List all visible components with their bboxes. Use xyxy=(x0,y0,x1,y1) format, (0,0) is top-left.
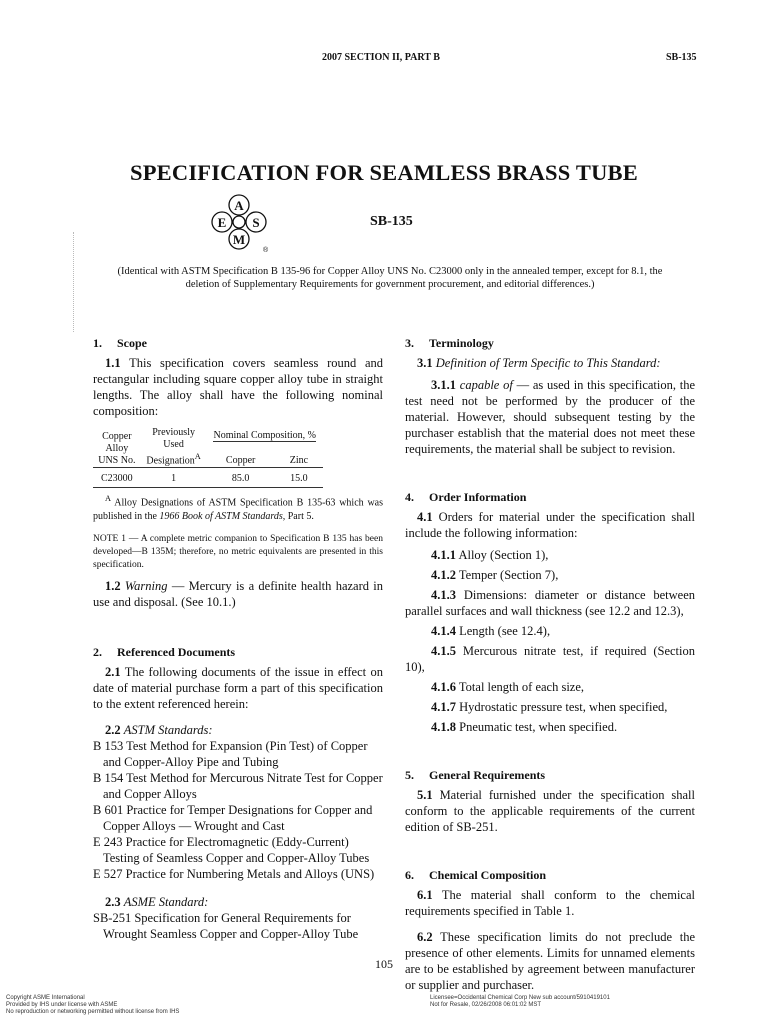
list-item: 4.1.2 Temper (Section 7), xyxy=(431,568,559,582)
document-designation: SB-135 xyxy=(370,214,413,229)
section-heading-terminology: 3. Terminology xyxy=(405,336,494,350)
section-heading-chemical: 6. Chemical Composition xyxy=(405,868,546,882)
paragraph-6-2: 6.2 These specification limits do not preclude the presence of other elements. Limits for unnamed elements are to be established by agreement between manufacturer or supplier and purchaser. xyxy=(405,930,695,992)
logo-letter-left: E xyxy=(217,215,227,230)
col-header-previous: Previously Used Designation$^A$ xyxy=(141,427,207,468)
footer-copyright: Copyright ASME International Provided by IHS under license with ASME No reproduction or networking permitted without license from IHS xyxy=(6,995,180,1015)
astm-ref-b154: B 154 Test Method for Mercurous Nitrate Test for Copper and Copper Alloys xyxy=(93,770,383,801)
col-header-zinc: Zinc xyxy=(275,442,323,468)
logo-letter-right: S xyxy=(252,215,260,230)
margin-dotted-line xyxy=(73,232,80,332)
astm-ref-e527: E 527 Practice for Numbering Metals and Alloys (UNS) xyxy=(93,866,375,881)
paragraph-2-1: 2.1 The following documents of the issue in effect on date of material purchase form a part of this specification to the extent referenced herein: xyxy=(93,664,383,711)
paragraph-1-1: 1.1 This specification covers seamless round and rectangular including square copper alloy tube in straight lengths. The alloy shall have the following nominal composition: xyxy=(93,356,383,418)
composition-table xyxy=(93,427,323,488)
list-item: 4.1.3 Dimensions: diameter or distance between parallel surfaces and wall thickness (see 12.2 and 12.3), xyxy=(405,588,695,618)
list-item: 4.1.1 Alloy (Section 1), xyxy=(431,548,549,562)
document-title: SPECIFICATION FOR SEAMLESS BRASS TUBE xyxy=(130,160,638,185)
table-footnote: $^A$ Alloy Designations of ASTM Specification B 135-63 which was published in the 1966 Book of ASTM Standards, Part 5. xyxy=(93,494,384,522)
paragraph-5-1: 5.1 Material furnished under the specification shall conform to the applicable requirements of the current edition of SB-251. xyxy=(405,788,695,834)
col-header-nominal: Nominal Composition, % xyxy=(213,430,316,442)
paragraph-2-3: 2.3 ASME Standard: xyxy=(105,894,209,909)
left-column xyxy=(93,335,383,942)
list-item: 4.1.7 Hydrostatic pressure test, when specified, xyxy=(431,700,668,714)
table-row: C23000 1 85.0 15.0 xyxy=(93,468,323,488)
col-header-uns: Copper Alloy UNS No. xyxy=(93,427,141,468)
section-heading-referenced: 2. Referenced Documents xyxy=(93,644,236,659)
paragraph-3-1-1: 3.1.1 capable of — as used in this specification, the test need not be performed by the producer of the material. However, should subsequent testing by the purchaser establish that the material does not meet these requirements, the material shall be subject to revision. xyxy=(405,378,696,456)
astm-ref-b153: B 153 Test Method for Expansion (Pin Test) of Copper and Copper-Alloy Pipe and Tubing xyxy=(93,738,368,769)
note-1: NOTE 1 — A complete metric companion to Specification B 135 has been developed—B 135M; therefore, no metric equivalents are presented in this specification. xyxy=(93,533,383,570)
list-item: 4.1.8 Pneumatic test, when specified. xyxy=(431,720,618,734)
asme-logo-icon xyxy=(209,192,269,254)
footer-licensee: Licensee=Occidental Chemical Corp New sub account/5910419101 Not for Resale, 02/26/2008 06:01:02 MST xyxy=(430,995,610,1008)
list-item: 4.1.4 Length (see 12.4), xyxy=(431,624,551,638)
logo-letter-bottom: M xyxy=(232,232,246,247)
asme-ref-sb251: SB-251 Specification for General Requirements for Wrought Seamless Copper and Copper-Alloy Tube xyxy=(93,910,359,941)
col-header-copper: Copper xyxy=(206,442,274,468)
list-item: 4.1.5 Mercurous nitrate test, if required (Section 10), xyxy=(405,644,696,674)
section-heading-scope: 1. Scope xyxy=(93,336,147,350)
section-heading-order: 4. Order Information xyxy=(405,490,527,504)
section-heading-general: 5. General Requirements xyxy=(405,768,546,782)
astm-ref-e243: E 243 Practice for Electromagnetic (Eddy-Current) Testing of Seamless Copper and Copper-Alloy Tubes xyxy=(93,834,370,865)
paragraph-4-1: 4.1 Orders for material under the specification shall include the following information: xyxy=(405,510,695,540)
running-header-section: 2007 SECTION II, PART B xyxy=(322,52,440,63)
registered-mark: ® xyxy=(263,247,269,254)
list-item: 4.1.6 Total length of each size, xyxy=(431,680,585,694)
identity-statement: (Identical with ASTM Specification B 135-96 for Copper Alloy UNS No. C23000 only in the annealed temper, except for 8.1, the deletion of Supplementary Requirements for government procurement, and editorial differences.) xyxy=(117,266,663,290)
right-column xyxy=(405,335,695,999)
logo-letter-top: A xyxy=(234,198,244,213)
paragraph-1-2: 1.2 Warning — Mercury is a definite health hazard in use and disposal. (See 10.1.) xyxy=(93,578,384,609)
paragraph-2-2: 2.2 ASTM Standards: xyxy=(105,722,213,737)
paragraph-6-1: 6.1 The material shall conform to the chemical requirements specified in Table 1. xyxy=(405,888,695,918)
paragraph-3-1: 3.1 Definition of Term Specific to This Standard: xyxy=(417,356,661,370)
page-number: 105 xyxy=(375,957,393,971)
astm-ref-b601: B 601 Practice for Temper Designations for Copper and Copper Alloys — Wrought and Cast xyxy=(93,802,373,833)
running-header-code: SB-135 xyxy=(666,52,697,63)
